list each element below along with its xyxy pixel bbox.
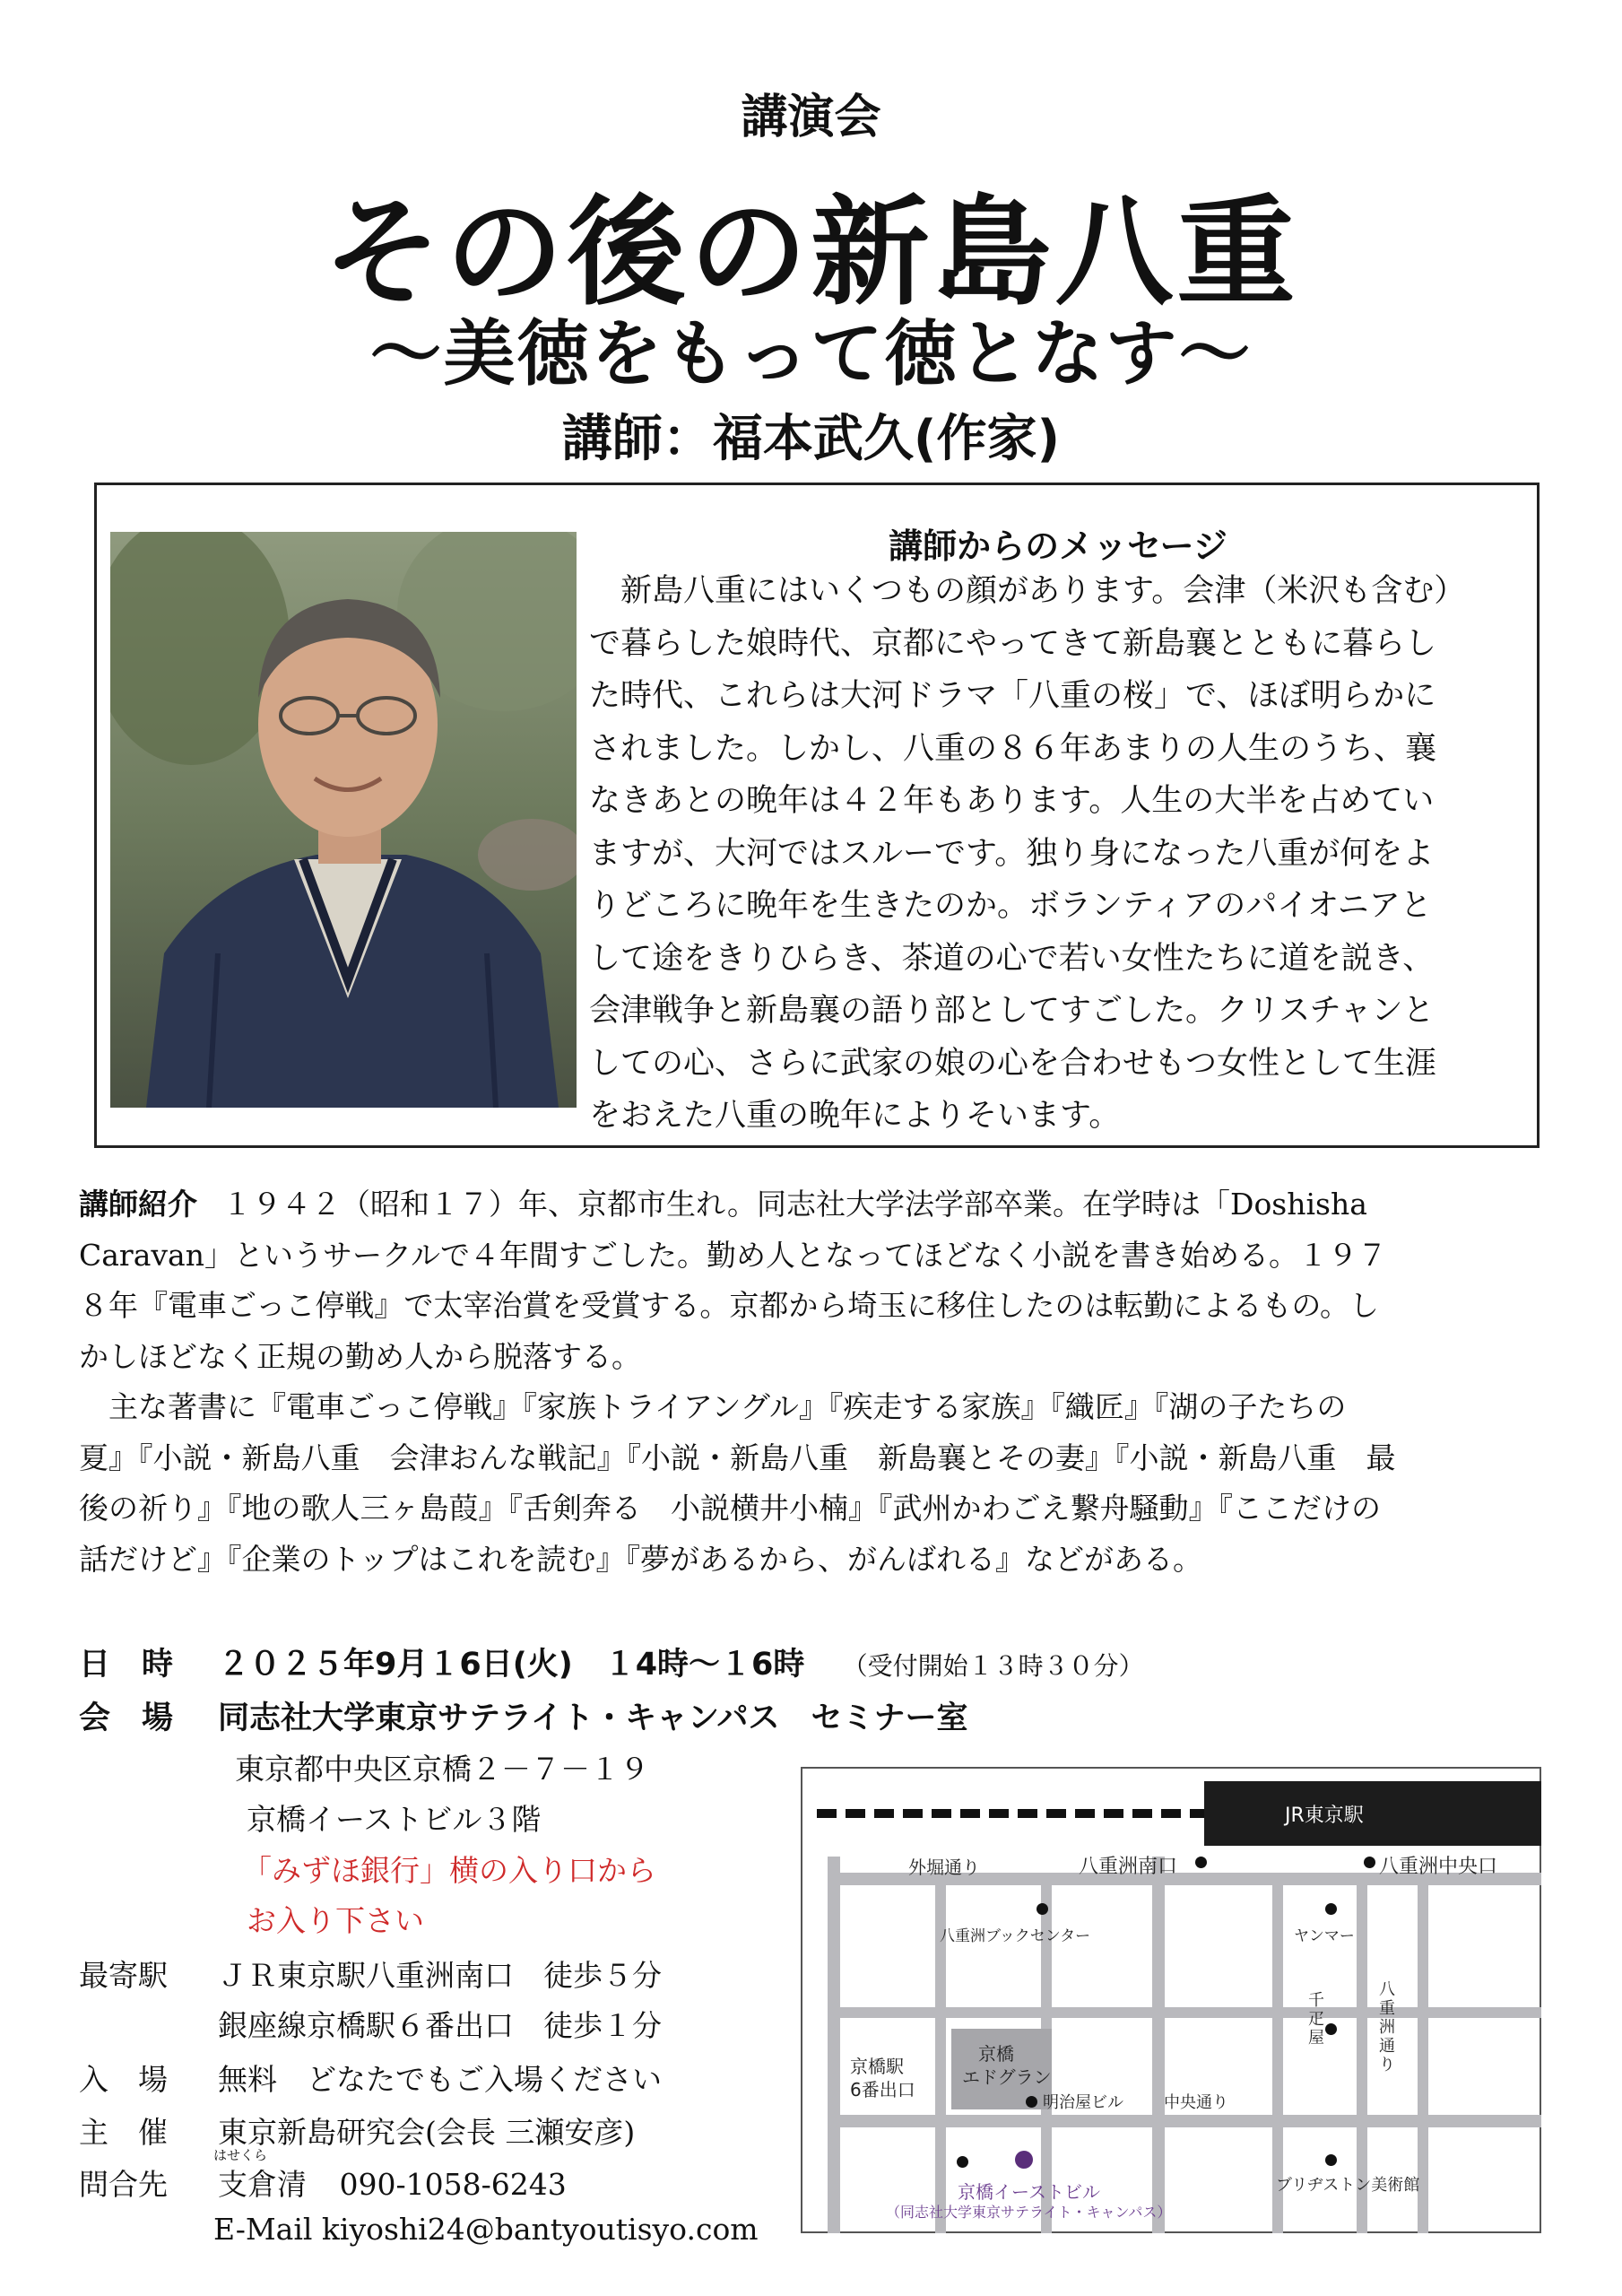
message-line: をおえた八重の晩年によりそいます。 [589, 1098, 1121, 1134]
profile-line: ８年『電車ごっこ停戦』で太宰治賞を受賞する。京都から埼玉に移住したのは転勤によるもの。し [79, 1288, 1380, 1323]
map-jr-station: JR東京駅 [1285, 1805, 1364, 1827]
message-line: しての心、さらに武家の娘の心を合わせもつ女性として生涯 [589, 1045, 1437, 1082]
entrance-note: 「みずほ銀行」横の入り口から [242, 1853, 656, 1888]
message-line: ますが、大河ではスルーです。独り身になった八重が何をよ [589, 835, 1435, 872]
profile-line [79, 1179, 1549, 1231]
profile-first-line: １９４２（昭和１７）年、京都市生れ。同志社大学法学部卒業。在学時は「Doshisha [222, 1187, 1367, 1222]
station-jr: ＪＲ東京駅八重洲南口 徒歩５分 [218, 1958, 662, 1993]
contact-reading: はせくら [213, 2147, 268, 2163]
map-meijiya: 明治屋ビル [1043, 2093, 1123, 2112]
message-line: して途をきりひらき、茶道の心で若い女性たちに道を説き、 [589, 940, 1435, 977]
map-yaesu-central: 八重洲中央口 [1379, 1856, 1498, 1878]
message-line: 新島八重にはいくつもの顔があります。会津（米沢も含む） [589, 573, 1466, 609]
reception-time: （受付開始１３時３０分） [842, 1651, 1144, 1681]
message-body [589, 565, 1522, 1143]
organizer-value: 東京新島研究会(会長 三瀬安彦) [218, 2115, 636, 2150]
lecturer-photo [110, 532, 577, 1108]
organizer-row [79, 2109, 635, 2152]
yaesu-central-dot [1364, 1857, 1375, 1868]
contact-email: E-Mail kiyoshi24@bantyoutisyo.com [213, 2212, 759, 2247]
message-line: 会津戦争と新島襄の語り部としてすごした。クリスチャンと [589, 993, 1435, 1029]
contact-phone: 090-1058-6243 [339, 2167, 567, 2202]
map-bridgestone: ブリヂストン美術館 [1276, 2176, 1420, 2195]
contact-label: 問合先 [79, 2167, 168, 2202]
venue-value: 同志社大学東京サテライト・キャンパス セミナー室 [218, 1700, 968, 1736]
lecturer-profile [79, 1179, 1549, 1585]
event-title: その後の新島八重 [323, 184, 1299, 322]
admission-row [79, 2057, 662, 2099]
profile-line: Caravan」というサークルで４年間すごした。勤め人となってほどなく小説を書き始める。１９７ [79, 1237, 1387, 1273]
contact-name: 支倉清 [218, 2167, 307, 2202]
profile-line: かしほどなく正規の勤め人から脱落する。 [79, 1338, 641, 1374]
map-venue-note: （同志社大学東京サテライト・キャンパス） [886, 2204, 1172, 2221]
map-yaesu-south: 八重洲南口 [1079, 1856, 1178, 1878]
bridgestone-dot [1325, 2154, 1337, 2166]
datetime-row [79, 1639, 1144, 1684]
message-heading: 講師からのメッセージ [889, 526, 1227, 566]
yanmar-dot [1325, 1903, 1337, 1915]
admission-label: 入 場 [79, 2062, 168, 2097]
station-ginza: 銀座線京橋駅６番出口 徒歩１分 [218, 2008, 662, 2043]
message-line: されました。しかし、八重の８６年あまりの人生のうち、襄 [589, 730, 1437, 767]
map-book-center: 八重洲ブックセンター [940, 1927, 1091, 1945]
admission-value: 無料 どなたでもご入場ください [218, 2062, 662, 2097]
profile-line: 主な著書に『電車ごっこ停戦』『家族トライアングル』『疾走する家族』『織匠』『湖の子たちの [79, 1389, 1347, 1424]
station-row [79, 1952, 662, 1995]
organizer-label: 主 催 [79, 2115, 168, 2150]
access-map [801, 1767, 1541, 2233]
meijiya-dot [1026, 2096, 1037, 2108]
map-yaesu-dori: 八重洲通り [1379, 1980, 1395, 2074]
event-kicker: 講演会 [741, 91, 881, 144]
venue-address: 東京都中央区京橋２－７－１９ [235, 1752, 649, 1787]
message-line: で暮らした娘時代、京都にやってきて新島襄とともに暮らし [589, 625, 1437, 662]
contact-row [79, 2161, 567, 2204]
datetime-label: 日 時 [79, 1647, 174, 1683]
message-line: た時代、これらは大河ドラマ「八重の桜」で、ほぼ明らかに [589, 678, 1436, 714]
kyobashi-station-dot [957, 2156, 968, 2168]
map-chuo-dori: 中央通り [1164, 2093, 1228, 2112]
lecturer-line: 講師：福本武久(作家) [561, 410, 1061, 468]
message-line: なきあとの晩年は４２年もあります。人生の大半を占めてい [589, 783, 1435, 819]
map-edgran-2: エドグラン [962, 2066, 1052, 2088]
station-label: 最寄駅 [79, 1958, 168, 1993]
profile-line: 話だけど』『企業のトップはこれを読む』『夢があるから、がんばれる』などがある。 [79, 1541, 1203, 1577]
datetime-value: ２０２５年9月１6日(火) １4時～１6時 [218, 1647, 805, 1683]
profile-line: 夏』『小説・新島八重 会津おんな戦記』『小説・新島八重 新島襄とその妻』『小説・新島八重 最 [79, 1439, 1396, 1475]
venue-marker-icon [1015, 2151, 1033, 2169]
venue-label: 会 場 [79, 1700, 174, 1736]
entrance-note-2: お入り下さい [247, 1903, 424, 1938]
map-sotobori: 外堀通り [908, 1857, 980, 1878]
yaesu-south-dot [1195, 1857, 1207, 1868]
map-edgran-1: 京橋 [978, 2043, 1014, 2065]
map-venue-building: 京橋イーストビル [958, 2181, 1100, 2203]
event-subtitle: ～美徳をもって徳となす～ [369, 312, 1253, 396]
map-kyobashi-station-2: 6番出口 [850, 2079, 915, 2100]
profile-label: 講師紹介 [79, 1187, 197, 1222]
book-center-dot [1037, 1903, 1048, 1915]
map-yanmar: ヤンマー [1294, 1927, 1355, 1945]
map-kyobashi-station-1: 京橋駅 [850, 2056, 904, 2077]
venue-building: 京橋イーストビル３階 [247, 1802, 542, 1837]
profile-line: 後の祈り』『地の歌人三ヶ島葭』『舌剣奔る 小説横井小楠』『武州かわごえ繋舟騒動』『ここだけの [79, 1491, 1381, 1526]
map-senbikiya: 千疋屋 [1308, 1991, 1324, 2048]
message-line: りどころに晩年を生きたのか。ボランティアのパイオニアと [589, 888, 1432, 924]
venue-row [79, 1693, 968, 1738]
